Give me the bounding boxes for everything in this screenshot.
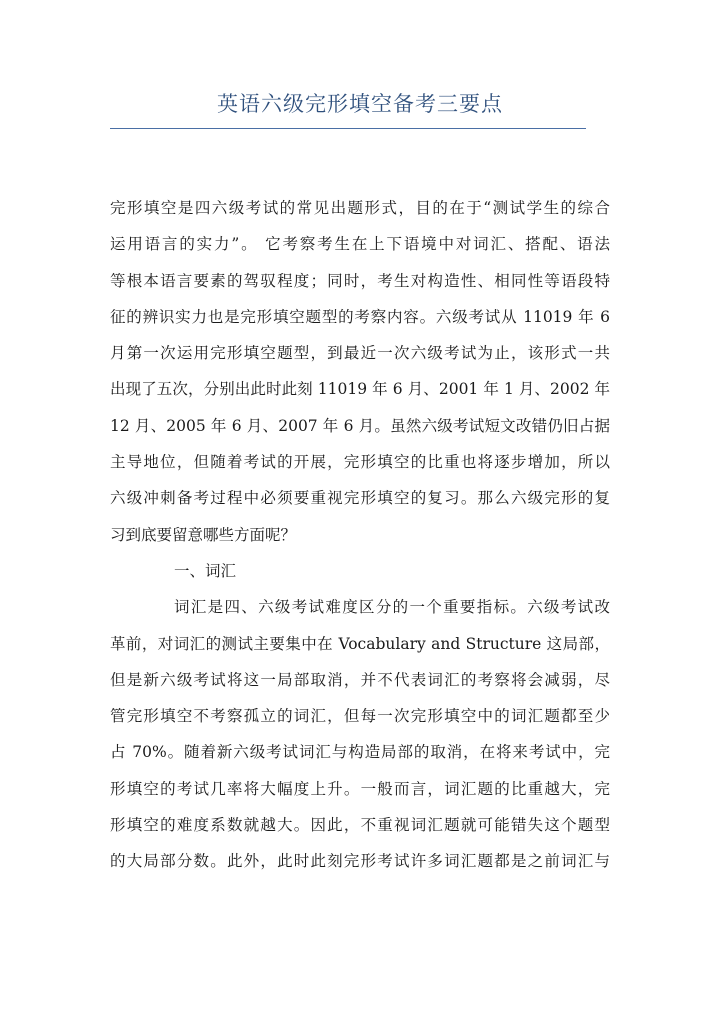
title-underline <box>110 128 586 129</box>
text-line: 形填空的考试几率将大幅度上升。一般而言，词汇题的比重越大，完 <box>110 779 610 798</box>
text-line: 但是新六级考试将这一局部取消，并不代表词汇的考察将会减弱，尽 <box>110 670 610 689</box>
text-line: 管完形填空不考察孤立的词汇，但每一次完形填空中的词汇题都至少 <box>110 707 610 726</box>
paragraph-vocabulary <box>110 589 610 879</box>
text-line: 词汇是四、六级考试难度区分的一个重要指标。六级考试改 <box>174 598 610 617</box>
text-line: 习到底要留意哪些方面呢？ <box>110 525 297 544</box>
text-line: 等根本语言要素的驾驭程度；同时，考生对构造性、相同性等语段特 <box>110 271 610 290</box>
text-line: 六级冲刺备考过程中必须要重视完形填空的复习。那么六级完形的复 <box>110 489 610 508</box>
text-line: 形填空的难度系数就越大。因此，不重视词汇题就可能错失这个题型 <box>110 816 610 835</box>
text-line: 完形填空是四六级考试的常见出题形式，目的在于“测试学生的综合 <box>110 199 610 217</box>
text-line: 12 月、2005 年 6 月、2007 年 6 月。虽然六级考试短文改错仍旧占据 <box>110 416 610 435</box>
text-line: 月第一次运用完形填空题型，到最近一次六级考试为止，该形式一共 <box>110 344 610 363</box>
text-line: 主导地位，但随着考试的开展，完形填空的比重也将逐步增加，所以 <box>110 453 610 472</box>
paragraph-intro <box>110 190 610 553</box>
text-line: 革前，对词汇的测试主要集中在 Vocabulary and Structure 这局部， <box>110 634 610 653</box>
section-heading-vocabulary: 一、词汇 <box>174 561 237 580</box>
text-line: 的大局部分数。此外，此时此刻完形考试许多词汇题都是之前词汇与 <box>110 852 610 871</box>
page-title: 英语六级完形填空备考三要点 <box>217 92 503 116</box>
text-line: 出现了五次，分别出此时此刻 11019 年 6 月、2001 年 1 月、2002 年 <box>110 380 610 399</box>
document-body <box>110 190 610 880</box>
text-line: 运用语言的实力”。 它考察考生在上下语境中对词汇、搭配、语法 <box>110 235 610 254</box>
text-line: 占 70%。随着新六级考试词汇与构造局部的取消，在将来考试中，完 <box>110 743 610 762</box>
text-line: 征的辨识实力也是完形填空题型的考察内容。六级考试从 11019 年 6 <box>110 307 610 326</box>
